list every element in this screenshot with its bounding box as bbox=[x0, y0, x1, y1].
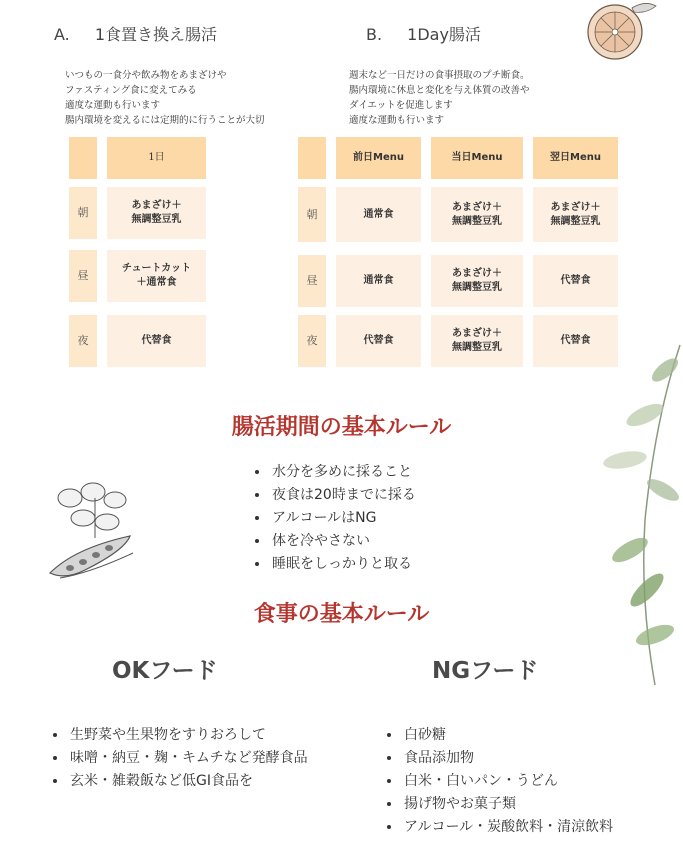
list-item: • 味噌・納豆・麹・キムチなど発酵食品 bbox=[68, 747, 308, 770]
table-b-cell: あまざけ＋ 無調整豆乳 bbox=[431, 255, 523, 307]
table-a-corner bbox=[69, 137, 97, 179]
list-item: • 食品添加物 bbox=[402, 747, 613, 770]
citrus-slice-illustration bbox=[570, 0, 660, 70]
section-b-title: 1Day腸活 bbox=[407, 25, 481, 44]
table-b-header: 翌日Menu bbox=[533, 137, 618, 179]
section-a-description bbox=[65, 68, 265, 128]
rules-list bbox=[250, 461, 416, 576]
ok-food-list bbox=[48, 724, 308, 793]
table-a-cell: チュートカット ＋通常食 bbox=[107, 250, 206, 302]
table-b-cell: あまざけ＋ 無調整豆乳 bbox=[533, 187, 618, 242]
desc-line: ダイエットを促進します bbox=[349, 100, 453, 111]
list-item: • 玄米・雑穀飯など低GI食品を bbox=[68, 770, 308, 793]
table-a-row-label: 昼 bbox=[69, 250, 97, 302]
list-item: • 体を冷やさない bbox=[270, 530, 416, 553]
ok-food-title: OKフード bbox=[112, 658, 218, 684]
table-a-cell: 代替食 bbox=[107, 315, 206, 367]
table-a-row-label: 朝 bbox=[69, 187, 97, 239]
section-b-description bbox=[349, 68, 530, 128]
list-item: • アルコールはNG bbox=[270, 507, 416, 530]
list-item: • 水分を多めに採ること bbox=[270, 461, 416, 484]
table-b-header: 前日Menu bbox=[336, 137, 421, 179]
table-b-cell: 代替食 bbox=[533, 315, 618, 367]
table-b-corner bbox=[298, 137, 326, 179]
ng-food-title: NGフード bbox=[432, 658, 539, 684]
section-a-title: 1食置き換え腸活 bbox=[94, 25, 218, 44]
table-b-row-label: 朝 bbox=[298, 187, 326, 242]
list-item: • 白米・白いパン・うどん bbox=[402, 770, 613, 793]
rules-title: 腸活期間の基本ルール bbox=[231, 415, 452, 440]
list-item: • 夜食は20時までに採る bbox=[270, 484, 416, 507]
list-item: • 白砂糖 bbox=[402, 724, 613, 747]
table-a-row-label: 夜 bbox=[69, 315, 97, 367]
list-item: • 揚げ物やお菓子類 bbox=[402, 793, 613, 816]
section-b-heading bbox=[366, 22, 481, 45]
section-b-prefix: B. bbox=[366, 25, 383, 44]
carob-pod-illustration bbox=[45, 478, 140, 588]
table-b-cell: あまざけ＋ 無調整豆乳 bbox=[431, 187, 523, 242]
table-b-row-label: 夜 bbox=[298, 315, 326, 367]
food-title: 食事の基本ルール bbox=[253, 602, 430, 627]
list-item: • 生野菜や生果物をすりおろして bbox=[68, 724, 308, 747]
list-item: • 睡眠をしっかりと取る bbox=[270, 553, 416, 576]
table-b-header: 当日Menu bbox=[431, 137, 523, 179]
desc-line: 腸内環境に休息と変化を与え体質の改善や bbox=[349, 85, 530, 96]
desc-line: 適度な運動も行います bbox=[65, 100, 161, 111]
table-a-header: 1日 bbox=[107, 137, 206, 179]
desc-line: 週末など一日だけの食事摂取のプチ断食。 bbox=[349, 70, 530, 81]
desc-line: 適度な運動も行います bbox=[349, 115, 445, 126]
desc-line: 腸内環境を変えるには定期的に行うことが大切 bbox=[65, 115, 265, 126]
eucalyptus-leaves-illustration bbox=[585, 340, 683, 690]
table-b-cell: あまざけ＋ 無調整豆乳 bbox=[431, 315, 523, 367]
table-b-cell: 通常食 bbox=[336, 187, 421, 242]
ng-food-list bbox=[382, 724, 613, 839]
table-a-cell: あまざけ＋ 無調整豆乳 bbox=[107, 187, 206, 239]
table-b-cell: 通常食 bbox=[336, 255, 421, 307]
section-a-heading bbox=[54, 22, 217, 45]
table-b-cell: 代替食 bbox=[336, 315, 421, 367]
list-item: • アルコール・炭酸飲料・清涼飲料 bbox=[402, 816, 613, 839]
section-a-prefix: A. bbox=[54, 25, 70, 44]
desc-line: いつもの一食分や飲み物をあまざけや bbox=[65, 70, 227, 81]
table-b-row-label: 昼 bbox=[298, 255, 326, 307]
table-b-cell: 代替食 bbox=[533, 255, 618, 307]
desc-line: ファスティング食に変えてみる bbox=[65, 85, 197, 96]
